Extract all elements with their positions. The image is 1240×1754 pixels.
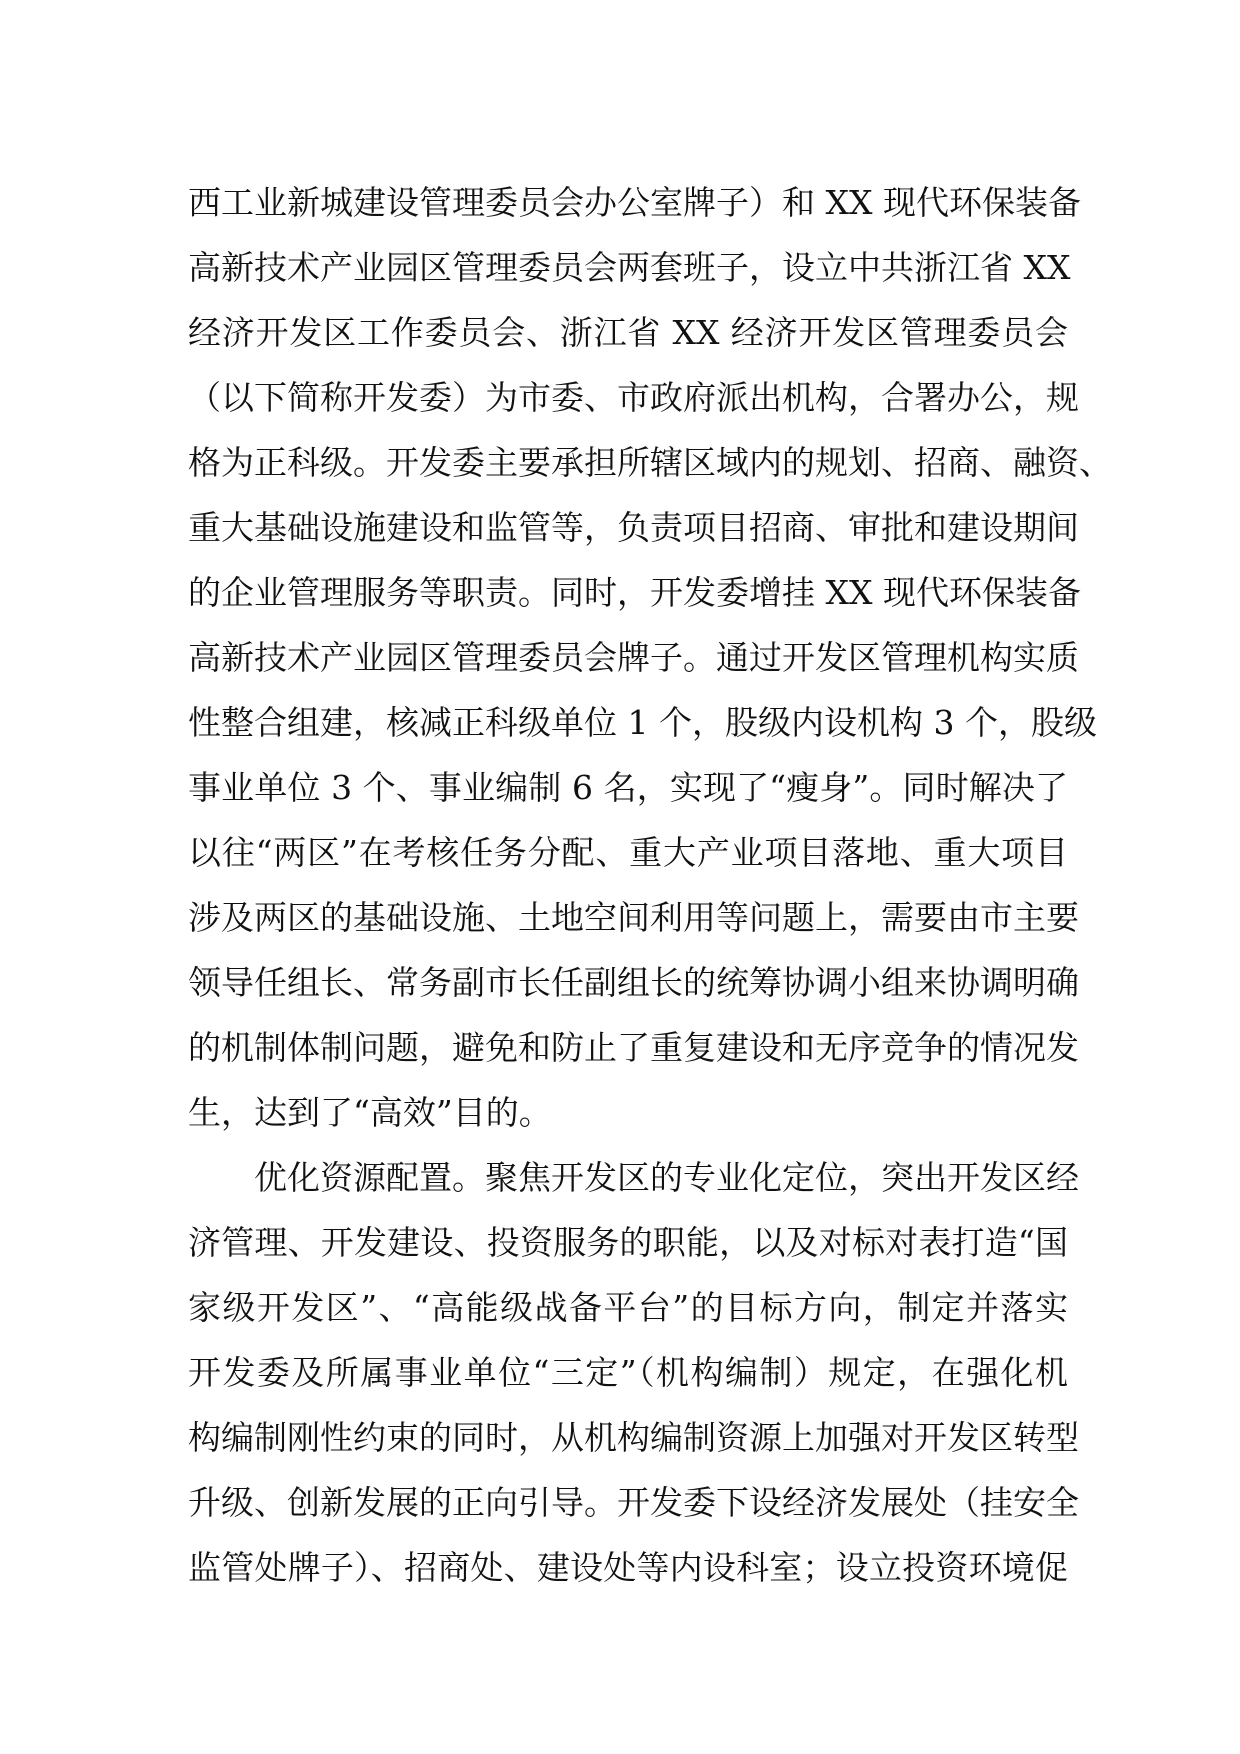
text-line: 以往“两区”在考核任务分配、重大产业项目落地、重大项目 <box>188 833 1068 872</box>
text-line: 的机制体制问题，避免和防止了重复建设和无序竞争的情况发 <box>188 1028 1079 1067</box>
text-line: 升级、创新发展的正向引导。开发委下设经济发展处（挂安全 <box>188 1483 1079 1522</box>
text-line: 的企业管理服务等职责。同时，开发委增挂 XX 现代环保装备 <box>188 573 1081 612</box>
text-line: 经济开发区工作委员会、浙江省 XX 经济开发区管理委员会 <box>188 313 1068 352</box>
text-line: 优化资源配置。聚焦开发区的专业化定位，突出开发区经 <box>254 1158 1079 1197</box>
text-line: 性整合组建，核减正科级单位 1 个，股级内设机构 3 个，股级 <box>188 703 1097 742</box>
text-line: 高新技术产业园区管理委员会牌子。通过开发区管理机构实质 <box>188 638 1079 677</box>
text-line: 监管处牌子）、招商处、建设处等内设科室；设立投资环境促 <box>188 1548 1068 1587</box>
text-line: 开发委及所属事业单位“三定”（机构编制）规定，在强化机 <box>188 1353 1068 1392</box>
text-line: 重大基础设施建设和监管等，负责项目招商、审批和建设期间 <box>188 508 1079 547</box>
text-line: 事业单位 3 个、事业编制 6 名，实现了“瘦身”。同时解决了 <box>188 768 1068 807</box>
text-line: 生，达到了“高效”目的。 <box>188 1093 552 1132</box>
text-line: 格为正科级。开发委主要承担所辖区域内的规划、招商、融资、 <box>188 443 1112 482</box>
text-line: 构编制刚性约束的同时，从机构编制资源上加强对开发区转型 <box>188 1418 1079 1457</box>
paragraph-2 <box>188 1145 1079 1600</box>
text-line: 济管理、开发建设、投资服务的职能，以及对标对表打造“国 <box>188 1223 1068 1262</box>
text-line: 西工业新城建设管理委员会办公室牌子）和 XX 现代环保装备 <box>188 183 1081 222</box>
text-line: 高新技术产业园区管理委员会两套班子，设立中共浙江省 XX <box>188 248 1071 287</box>
body-text <box>188 170 1112 1600</box>
text-line: （以下简称开发委）为市委、市政府派出机构，合署办公，规 <box>188 378 1079 417</box>
text-line: 涉及两区的基础设施、土地空间利用等问题上，需要由市主要 <box>188 898 1079 937</box>
text-line: 领导任组长、常务副市长任副组长的统筹协调小组来协调明确 <box>188 963 1079 1002</box>
paragraph-1 <box>188 170 1112 1145</box>
text-line: 家级开发区”、“高能级战备平台”的目标方向，制定并落实 <box>188 1288 1068 1327</box>
